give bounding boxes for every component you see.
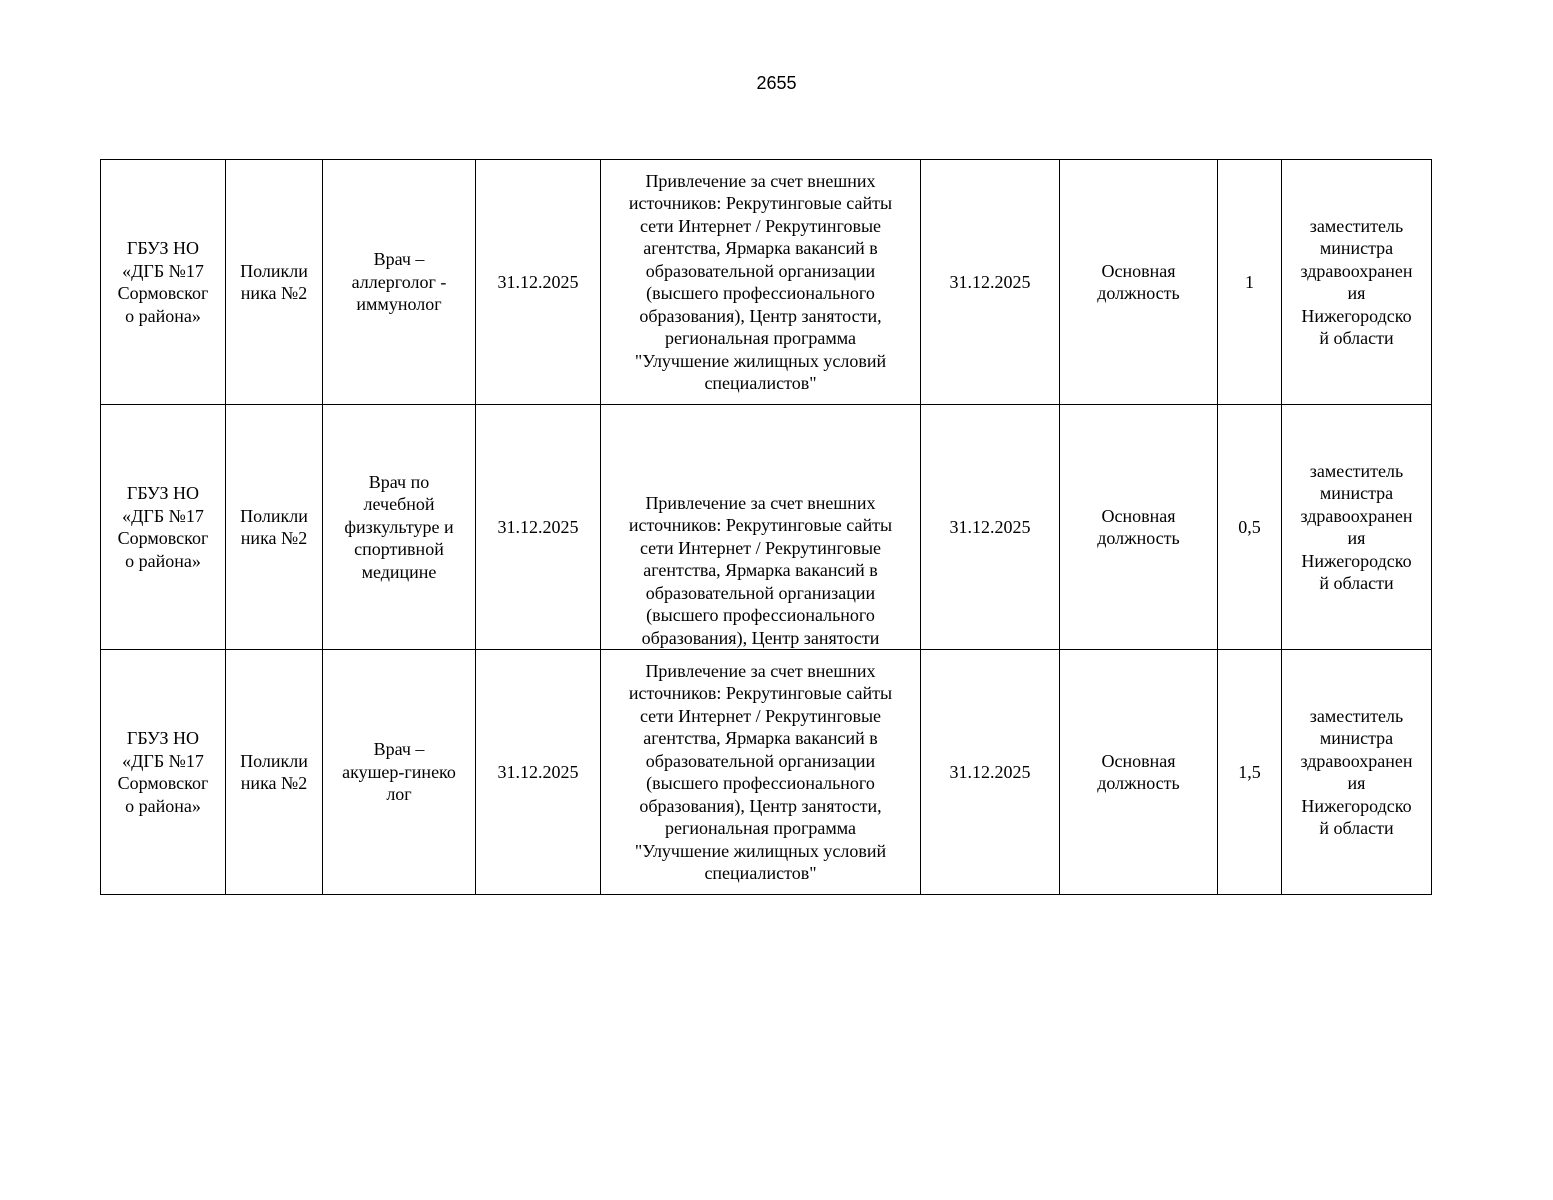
recruitment-source-cell: Привлечение за счет внешних источников: Рекрутинговые сайты сети Интернет / Рекрутинговые агентства, Ярмарка вакансий в образовательной организации (высшего профессионального образования), Центр занятости, региональная программа "Улучшение жилищных условий специалистов" xyxy=(601,160,921,405)
responsible-person-cell: заместитель министра здравоохранен ия Нижегородско й области xyxy=(1282,650,1432,895)
recruitment-source-cell xyxy=(601,405,921,650)
position-cell: Врач по лечебной физкультуре и спортивной медицине xyxy=(323,405,476,650)
position-cell: Врач – акушер-гинеко лог xyxy=(323,650,476,895)
table-row xyxy=(101,160,1432,405)
position-cell: Врач – аллерголог - иммунолог xyxy=(323,160,476,405)
table-row xyxy=(101,405,1432,650)
organization-cell: ГБУЗ НО «ДГБ №17 Сормовског о района» xyxy=(101,160,226,405)
page-number: 2655 xyxy=(756,73,797,93)
responsible-person-cell: заместитель министра здравоохранен ия Нижегородско й области xyxy=(1282,405,1432,650)
organization-cell: ГБУЗ НО «ДГБ №17 Сормовског о района» xyxy=(101,650,226,895)
vacancy-table xyxy=(100,159,1432,895)
rate-cell: 1,5 xyxy=(1218,650,1282,895)
rate-cell: 1 xyxy=(1218,160,1282,405)
position-type-cell: Основная должность xyxy=(1060,650,1218,895)
recruitment-source-clip: Привлечение за счет внешних источников: Рекрутинговые сайты сети Интернет / Рекрутинговые агентства, Ярмарка вакансий в образовательной организации (высшего профессионального образования), Центр занятости xyxy=(628,492,893,648)
table-row xyxy=(101,650,1432,895)
completion-date-cell: 31.12.2025 xyxy=(921,405,1060,650)
completion-date-cell: 31.12.2025 xyxy=(921,650,1060,895)
deadline-date-cell: 31.12.2025 xyxy=(476,160,601,405)
department-cell: Поликли ника №2 xyxy=(226,405,323,650)
rate-cell: 0,5 xyxy=(1218,405,1282,650)
deadline-date-cell: 31.12.2025 xyxy=(476,405,601,650)
responsible-person-cell: заместитель министра здравоохранен ия Нижегородско й области xyxy=(1282,160,1432,405)
department-cell: Поликли ника №2 xyxy=(226,160,323,405)
position-type-cell: Основная должность xyxy=(1060,405,1218,650)
deadline-date-cell: 31.12.2025 xyxy=(476,650,601,895)
position-type-cell: Основная должность xyxy=(1060,160,1218,405)
organization-cell: ГБУЗ НО «ДГБ №17 Сормовског о района» xyxy=(101,405,226,650)
recruitment-source-cell: Привлечение за счет внешних источников: Рекрутинговые сайты сети Интернет / Рекрутинговые агентства, Ярмарка вакансий в образовательной организации (высшего профессионального образования), Центр занятости, региональная программа "Улучшение жилищных условий специалистов" xyxy=(601,650,921,895)
completion-date-cell: 31.12.2025 xyxy=(921,160,1060,405)
department-cell: Поликли ника №2 xyxy=(226,650,323,895)
